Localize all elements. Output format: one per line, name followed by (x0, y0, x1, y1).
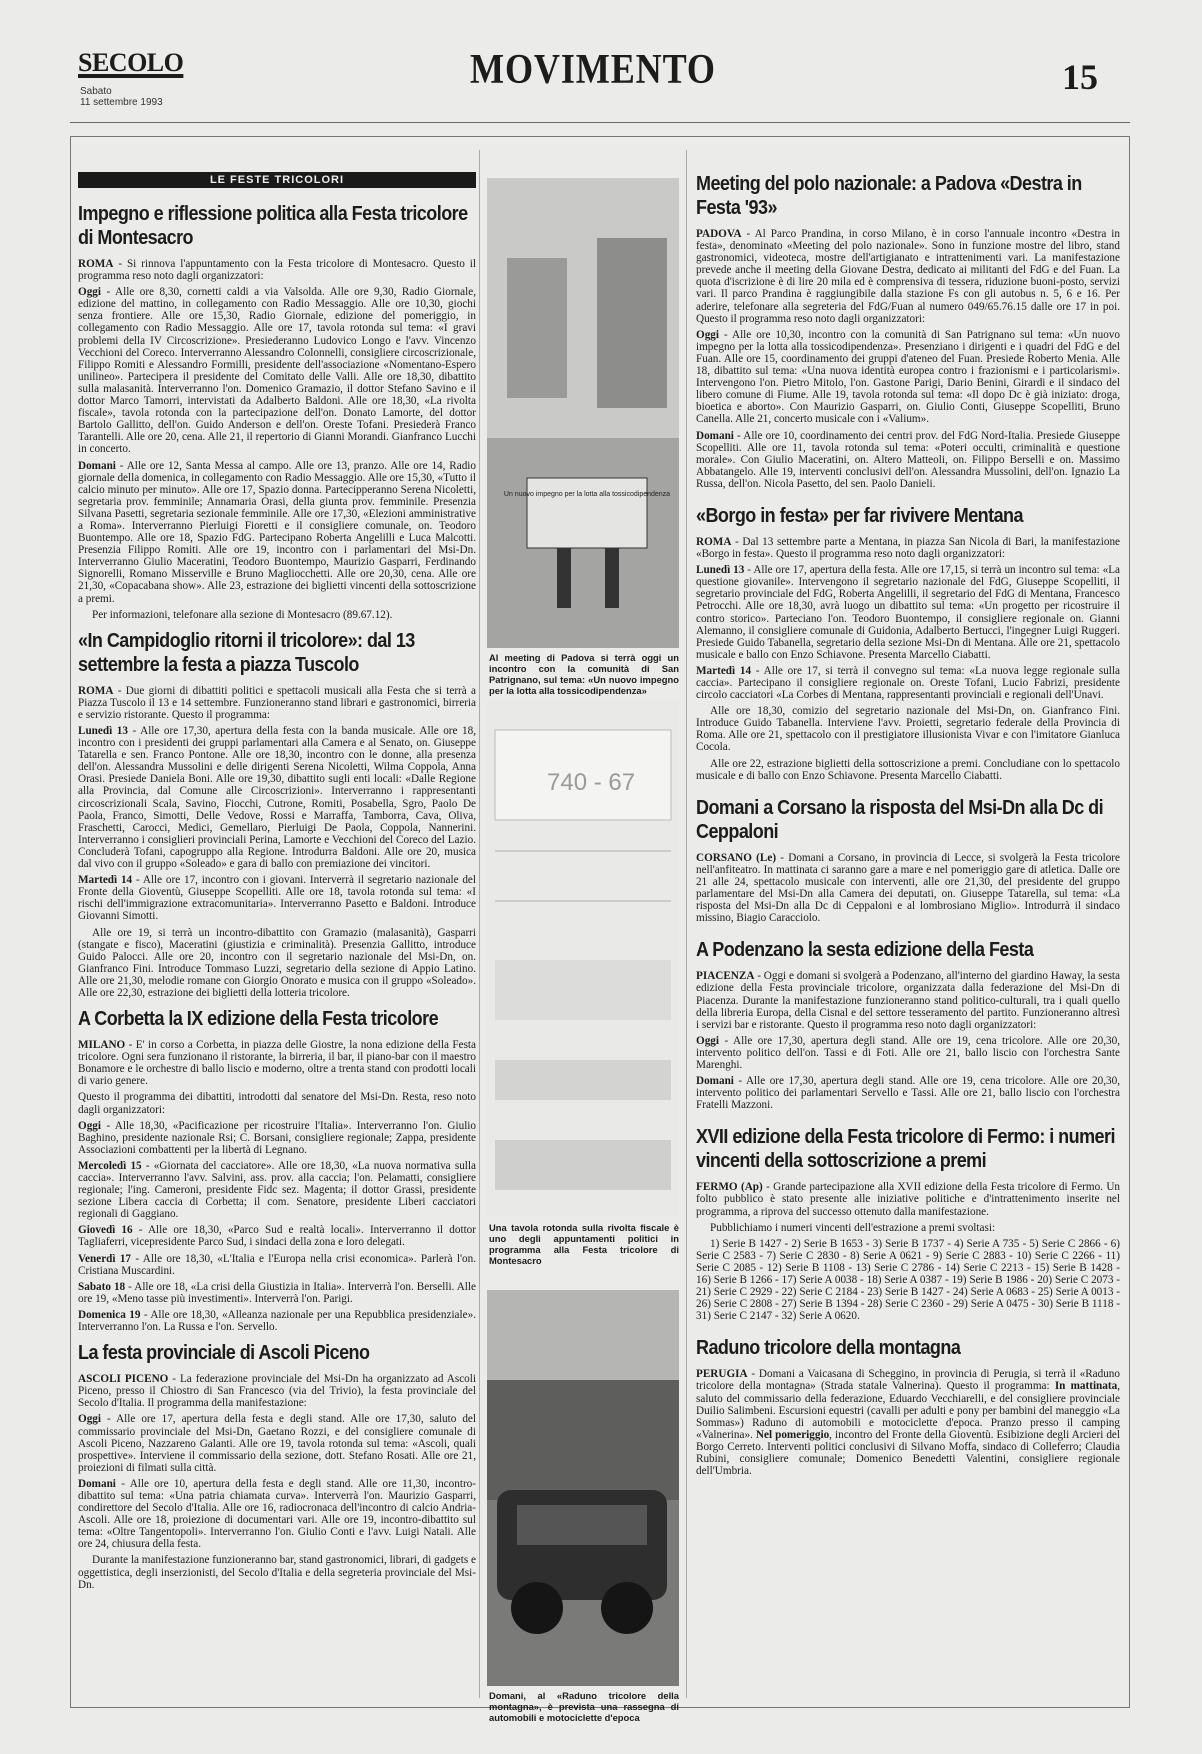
day-label: Martedì 14 (78, 874, 133, 887)
paragraph: , incontro del Fronte della Gioventù. Esibizione degli Arcieri del Borgo Cerreto. Interventi politici conclusivi di Silvano Moffa, sindaco di Colleferro; Claudia Rubini, consigliere comunale; Domenico Benedetti Valentini, consigliere regionale dell'Umbria. (696, 1428, 1121, 1478)
day-label: Mercoledì 15 (78, 1159, 142, 1172)
article-montesacro (78, 202, 476, 621)
paragraph: - Alle ore 10,30, incontro con la comunità di San Patrignano sul tema: «Un nuovo impegno per la lotta alla tossicodipendenza». Presenziano i dirigenti e i quadri del FdG e del Fuan. Alle ore 15, coordinamento dei gruppi d'ateneo del Fuan. Presiede Roberto Menia. Alle 18, dibattito sul tema: «Una nuova identità europea contro i frazionismi e i particolarismi». Intervengono l'on. Pietro Mitolo, l'on. Gastone Parigi, Dario Benini, Girardi e il sindaco del libero comune di Fiume. Alle 19, tavola rotonda sul tema: «Il dopo Dc è già iniziato: droga, bioetica e aborto». Con Maurizio Gasparri, on. Giulio Conti, Giuseppe Scopelliti, Bruno Canella. Alle 21, concerto musicale con i «Valium». (696, 328, 1120, 426)
headline: XVII edizione della Festa tricolore di Fermo: i numeri vincenti della sottoscrizione a premi (696, 1126, 1115, 1173)
paragraph: - Alle ore 10, coordinamento dei centri prov. del FdG Nord-Italia. Presiede Giuseppe Scopelliti. Alle ore 11, tavola rotonda sul tema: «Poteri occulti, criminalità e questione morale». Con Giulio Maceratini, on. Altero Matteoli, on. Filippo Berselli e on. Massimo Abbatangelo. Alle 19, interventi conclusivi dell'on. Alessandra Mussolini, dell'on. Ignazio La Russa, dell'on. Nicola Pasetto, del sen. Paolo Danieli. (696, 429, 1120, 490)
paragraph: - Alle ore 18,30, «L'Italia e l'Europa nella crisi economica». Parlerà l'on. Cristiana Muscardini. (78, 1252, 477, 1277)
article-padova (696, 172, 1120, 490)
photo-caption-padova: Al meeting di Padova si terrà oggi un incontro con la comunità di San Patrignano, sul tema: «Un nuovo impegno per la lotta alla tossicodipendenza» (489, 652, 679, 696)
day-label: Domenica 19 (78, 1308, 141, 1321)
header-rule (70, 122, 1130, 123)
article-raduno-montagna (696, 1336, 1120, 1477)
paragraph: - Dal 13 settembre parte a Mentana, in piazza San Nicola di Bari, la manifestazione «Borgo in festa». Questo il programma reso noto dagli organizzatori: (696, 535, 1120, 561)
winning-numbers: 1) Serie B 1427 - 2) Serie B 1653 - 3) Serie B 1737 - 4) Serie A 735 - 5) Serie C 2866 - 6) Serie C 2583 - 7) Serie C 2830 - 8) Serie A 0621 - 9) Serie C 2883 - 10) Serie C 2266 - 11) Serie C 2085 - 12) Serie B 1108 - 13) Serie C 2786 - 14) Serie C 2213 - 15) Serie B 1428 - 16) Serie B 1266 - 17) Serie A 0038 - 18) Serie A 0387 - 19) Serie B 1986 - 20) Serie C 2073 - 21) Serie C 2929 - 22) Serie C 2184 - 23) Serie B 1427 - 24) Serie A 0683 - 25) Serie A 0013 - 26) Serie C 2808 - 27) Serie B 1394 - 28) Serie C 2360 - 29) Serie A 0475 - 30) Serie B 1118 - 31) Serie C 2147 - 32) Serie A 0620. (696, 1237, 1120, 1323)
paragraph: - Si rinnova l'appuntamento con la Festa tricolore di Montesacro. Questo il programma reso noto dagli organizzatori: (78, 258, 476, 283)
dateline: MILANO (78, 1039, 126, 1052)
photo-cars-illustration (487, 1290, 679, 1686)
paragraph: - Alle ore 17,30, apertura degli stand. Alle ore 19, cena tricolore. Alle ore 20,30, intervento politico dell'on. Tassi e di Foti. Alle ore 21, ballo liscio con l'orchestra Sante Marenghi. (696, 1034, 1120, 1071)
paragraph: - Due giorni di dibattiti politici e spettacoli musicali alla Festa che si terrà a Piazza Tuscolo il 13 e 14 settembre. Funzioneranno stand librari e gastronomici, birreria e servizio ristorante. Questo il programma: (78, 684, 476, 721)
headline: Domani a Corsano la risposta del Msi-Dn alla Dc di Ceppaloni (696, 796, 1104, 843)
right-column (696, 172, 1120, 1481)
article-ascoli-piceno (78, 1341, 476, 1591)
issue-date (80, 86, 163, 108)
paragraph: - La federazione provinciale del Msi-Dn ha organizzato ad Ascoli Piceno, presso il Chiostro di San Francesco (via del Trivio), la festa provinciale del Secolo d'Italia. Il programma della manifestazione: (78, 1373, 476, 1410)
dateline: CORSANO (Le) (696, 851, 777, 864)
article-mentana (696, 504, 1120, 782)
article-piazza-tuscolo (78, 629, 476, 999)
paragraph: - Alle ore 18,30, «Alleanza nazionale per una Repubblica presidenziale». Interverranno l'on. La Russa e l'on. Servello. (78, 1308, 476, 1334)
paragraph: - Alle ore 17, apertura della festa e degli stand. Alle ore 17,30, saluto del commissario provinciale del Msi-Dn, Gaetano Rozzi, e del consigliere comunale di Ascoli Piceno, Nazzareno Galanti. Alle ore 19, tavola rotonda sul tema: «Ascoli, quali prospettive». Interviene il commissario della sezione, dott. Stefano Rosati. Alle ore 21, proiezioni di filmati sulla città. (78, 1413, 476, 1474)
dateline: FERMO (Ap) (696, 1181, 763, 1194)
day-label: Oggi (78, 1413, 101, 1426)
section-title: MOVIMENTO (470, 47, 716, 93)
headline: Impegno e riflessione politica alla Festa tricolore di Montesacro (78, 203, 468, 249)
paragraph: Durante la manifestazione funzioneranno bar, stand gastronomici, librari, di gadgets e oggettistica, degli inserzionisti, del Secolo d'Italia e della segreteria provinciale del Msi-Dn. (78, 1554, 476, 1591)
article-corbetta (78, 1007, 476, 1333)
dateline: ROMA (78, 684, 114, 697)
issue-day: Sabato (80, 86, 112, 97)
dateline: PADOVA (696, 228, 742, 240)
day-label: Lunedì 13 (696, 564, 745, 577)
paragraph: - Alle ore 17,30, apertura della festa con la banda musicale. Alle ore 18, incontro con i presidenti dei gruppi parlamentari alla Camera e al Senato, on. Giuseppe Tatarella e sen. Franco Pontone. Alle ore 18,30, incontro con le donne, alla presenza dell'on. Alessandra Mussolini e delle dirigenti Serena Nicoletti, Wilma Coppola, Anna Orasi. Presiede Daniela Boni. Alle ore 19,30, dibattito sugli enti locali: «Dalle Regione alla Provincia, dal Comune alle Circoscrizioni». Interverranno i rappresentanti circoscrizionali Scala, Savino, Fiocchi, Cutrone, Romiti, Posabella, Sgro, Paolo De Paola, Franco, Simotti, Delle Vedove, Rossi e Marraffa, Tamborra, Cava, Oliva, Fraschetti, Carocci, Medici, Gemellaro, Pierluigi De Paola, Coppola, Nannerini. Interverranno i consiglieri provinciali Perina, Lamorte e Vecchioni del Coreco del Lazio. Concluderà Tofani, capogruppo alla Regione. Introdurra Baldoni. Alle ore 20, musica dal vivo con il gruppo «Soleado» e gara di ballo con premiazione dei vincitori. (78, 725, 476, 871)
day-label: Oggi (78, 286, 101, 299)
day-label: Martedì 14 (696, 664, 752, 677)
issue-date-text: 11 settembre 1993 (80, 97, 163, 108)
headline: «Borgo in festa» per far rivivere Mentana (696, 504, 1023, 527)
paragraph: - Alle ore 8,30, cornetti caldi a via Valsolda. Alle ore 9,30, Radio Giornale, edizione del mattino, in collegamento con Radio Messaggio. Alle ore 10,30, giochi senza frontiere. Alle ore 15,30, Radio Giornale, edizione del pomeriggio, in collegamento con Radio Messaggio. Alle ore 17, tavola rotonda sul tema: «I gravi problemi della IV Circoscrizione». Presiederanno Ludovico Longo e l'avv. Vincenzo Vecchioni del Coreco. Interverranno Alessandro Colonnelli, consigliere circoscrizionale, Filippo Romiti e Alessandro Formilli, presidente dell'associazione «Nomentano-Espero unilineo». Partecipera il presidente del Comitato delle Valli. Alle ore 18,30, dibattito sulla malasanità. Interverranno l'on. Domenico Gramazio, il dottor Stefano Savino e il dottor Marco Tamorri, intervistati da Adalberto Baldoni. Alle ore 18,30, «La rivolta fiscale», tavola rotonda con la partecipazione dell'on. Donato Lamorte, del dottor Bartolo Gallitto, dell'on. Guido Anderson e dell'on. Oreste Tofani. Presiederà Franco Tarantelli. Alle ore 20, cena. Alle 21, il repertorio di Gianni Morandi. Gianfranco Lucchi in concerto. (78, 286, 476, 456)
day-label: Domani (78, 1477, 116, 1490)
headline: A Corbetta la IX edizione della Festa tricolore (78, 1008, 439, 1031)
headline: Meeting del polo nazionale: a Padova «Destra in Festa '93» (696, 173, 1082, 219)
paragraph: , saluto del commissario della federazione, Eduardo Vecchiarelli, e del consigliere provinciale Duilio Salimbeni. Escursioni equestri (cavalli per adulti e pony per bambini del maneggio «La Sommas») Raduno di automobili e motociclette d'epoca. Pranzo presso il camping «Valnerina». (696, 1380, 1120, 1441)
day-label: Domani (696, 429, 734, 442)
photo-padova-meeting (487, 178, 679, 648)
photo-vintage-cars (487, 1290, 679, 1686)
day-label: Giovedì 16 (78, 1224, 133, 1237)
day-label: Oggi (696, 1034, 719, 1047)
headline: A Podenzano la sesta edizione della Festa (696, 939, 1034, 962)
day-label: Domani (696, 1075, 734, 1088)
dateline: ROMA (78, 258, 114, 270)
paragraph: - Alle 18,30, «Pacificazione per ricostruire l'Italia». Interverranno l'on. Giulio Baghino, presidente nazionale Rsi; C. Borsani, consigliere regionale; Zappa, presidente Associazioni combattenti per la libertà di Legnano. (78, 1119, 476, 1156)
paragraph: - Grande partecipazione alla XVII edizione della Festa tricolore di Fermo. Un folto pubblico è stato presente alle iniziative politiche e d'intrattenimento inserite nel programma, a riprova del successo ottenuto dalla manifestazione. (696, 1181, 1120, 1218)
left-column (78, 172, 476, 1595)
time-label: In mattinata (1054, 1380, 1118, 1393)
article-podenzano (696, 938, 1120, 1111)
photo-caption-cars: Domani, al «Raduno tricolore della montagna», è prevista una rassegna di automobili e motociclette d'epoca (489, 1690, 679, 1723)
paragraph: Per informazioni, telefonare alla sezione di Montesacro (89.67.12). (92, 608, 393, 621)
paragraph: - Domani a Vaicasana di Scheggino, in provincia di Perugia, si terrà il «Raduno tricolore della montagna» (Strada statale Valnerina). Questo il programma: (696, 1368, 1120, 1393)
paragraph: - Alle ore 12, Santa Messa al campo. Alle ore 13, pranzo. Alle ore 14, Radio giornale della domenica, in collegamento con Radio Messaggio. Alle ore 15,30, «Tutto il calcio minuto per minuto». Alle ore 17, Spazio donna. Partecipperanno Serena Nicoletti, segretaria prov. femminile; Annamaria Orasi, della giunta prov. femminile. Presenzia Silvana Pasetti, segretaria sezionale femminile. Alle ore 17,30, «Elezioni amministrative a Roma». Interverranno Pierluigi Fioretti e il consigliere comunale, on. Teodoro Buontempo. Alle ore 18, Spazio FdG. Partecipano Roberta Angelilli e Luca Malcotti. Presenzia Filippo Romiti. Alle ore 19, incontro con i parlamentari del Msi-Dn. Interverranno Giulio Maceratini, Teodoro Buontempo, Maurizio Gasparri, Ferdinando Signorelli, Romano Misserville e Bruno Magliocchetti. Alle ore 20,30, cena. Alle ore 21,30, «Copacabana show». Alle 23, estrazione dei biglietti vincenti della sottoscrizione a premi. (78, 459, 476, 605)
article-fermo (696, 1125, 1120, 1322)
dateline: ROMA (696, 535, 732, 548)
headline: Raduno tricolore della montagna (696, 1337, 961, 1360)
day-label: Venerdì 17 (78, 1252, 132, 1265)
paragraph: Questo il programma dei dibattiti, introdotti dal senatore del Msi-Dn. Resta, reso noto dagli organizzatori: (78, 1091, 476, 1116)
photo-tax-revolt (487, 700, 679, 1216)
paragraph: - Alle ore 17, si terrà il convegno sul tema: «La nuova legge regionale sulla caccia». Partecipano il consigliere regionale on. Oreste Tofani, Lucio Fabrizi, presidente circolo cacciatori «La Corbes di Mentana, rappresentanti provinciali e regionali dell'Unavi. (696, 664, 1120, 702)
headline: «In Campidoglio ritorni il tricolore»: dal 13 settembre la festa a piazza Tuscolo (78, 629, 415, 676)
page-number: 15 (1062, 57, 1098, 97)
paragraph: - E' in corso a Corbetta, in piazza delle Giostre, la nona edizione della Festa tricolore. Ogni sera funzionano il ristorante, la birreria, il bar, il piano-bar con il maestro Bonamore e le orchestre di ballo liscio e moderno, oltre a trenta stand con prodotti locali di vario genere. (78, 1039, 476, 1088)
day-label: Oggi (78, 1119, 101, 1132)
paragraph: - Alle ore 17,30, apertura degli stand. Alle ore 19, cena tricolore. Alle ore 20,30, intervento politico dei parlamentari Servello e Tassi. Alle ore 21, ballo liscio con l'orchestra Fratelli Mazzoni. (696, 1075, 1120, 1112)
paragraph: - Alle ore 18,30, «Parco Sud e realtà locali». Interverranno il dottor Tagliaferri, vicepresidente Parco Sud, i sindaci della zona e loro delegati. (78, 1224, 476, 1249)
day-label: Lunedì 13 (78, 725, 128, 737)
paragraph: - Alle ore 17, apertura della festa. Alle ore 17,15, si terrà un incontro sul tema: «La questione giovanile». Intervengono il segretario nazionale del FdG, Giuseppe Scopelliti, il segretario provinciale del FdG, Roberta Angelilli, il segretario del FdG di Mentana, Francesco Petrocchi. Alle ore 18,30, avrà luogo un dibattito sul tema: «Un progetto per ricostruire il contro storico». Parteciano l'on. Teodoro Buontempo, il consigliere regionale on. Gianni Alemanno, il consigliere comunale di Guidonia, Adalberto Bertucci, l'ingegner Luigi Ruggeri. Presiede Guido Tabanella, segretario della sezione Msi-Dn di Mentana. Alle ore 21, spettacolo musicale e ballo con Enzo Schiavone. Presenta Marcello Ciabatti. (696, 564, 1120, 661)
paragraph: Alle ore 19, si terrà un incontro-dibattito con Gramazio (malasanità), Gasparri (stangate e fisco), Maceratini (giustizia e criminalità). Presenzia Gallitto, introduce Guido Palocci. Alle ore 20, incontro con il segretario nazionale del Msi-Dn, on. Gianfranco Fini. Introduce Tommaso Luzzi, segretario della sezione di Appio Latino. Alle ore 21,30, melodie romane con Giorgio Onorato e musica con il gruppo «Soleado». Alle ore 22,30, estrazione dei biglietti della lotteria tricolore. (78, 926, 476, 999)
photo-sign-text: Un nuovo impegno per la lotta alla tossicodipendenza (503, 491, 671, 498)
column-divider-right (686, 150, 687, 1698)
section-banner: LE FESTE TRICOLORI (78, 172, 476, 188)
newspaper-logo: SECOLO (78, 48, 184, 77)
day-label: Domani (78, 459, 116, 472)
paragraph: - Domani a Corsano, in provincia di Lecce, si svolgerà la Festa tricolore nell'anfiteatro. In mattinata ci saranno gare a mare e nel pomeriggio gare di atletica. Dalle ore 21 alle 24, spettacolo musicale con interventi, alle ore 21,30, del presidente del gruppo parlamentare del Msi-Dn alla Camera dei deputati, on. Giuseppe Tatarella, sul tema: «La risposta del Msi-Dn alla Dc di Ceppaloni e al lombrosiano Miglio». Introdurrà il sindaco missino, Biagio Caracciolo. (696, 851, 1120, 925)
dateline: PIACENZA (696, 970, 755, 983)
paragraph: Pubblichiamo i numeri vincenti dell'estrazione a premi svoltasi: (710, 1221, 996, 1234)
headline: La festa provinciale di Ascoli Piceno (78, 1342, 370, 1365)
paragraph: - Al Parco Prandina, in corso Milano, è in corso l'annuale incontro «Destra in festa», denominato «Meeting del polo nazionale». Sono in funzione mostre del libro, stand gastronomici, videoteca, mostre dell'artigianato e intrattenimenti vari. La manifestazione prevede anche il meeting della Giovane Destra, dedicato ai militanti del FdG e del Fuan. La quota d'iscrizione è di lire 20 mila ed è comprensiva di tessera, riduzione buoni-posto, servizi vari. Il parco Prandina è raggiungibile dalla stazione Fs con gli autobus n. 5, 6 e 16. Per aderire, telefonare alla segreteria del FdG/Fuan al numero 049/65.76.15 dalle ore 17 in poi. Questo il programma reso noto dagli organizzatori: (696, 228, 1120, 325)
time-label: Nel pomeriggio (755, 1428, 830, 1441)
column-divider-left (479, 150, 480, 1698)
paragraph: Alle ore 18,30, comizio del segretario nazionale del Msi-Dn, on. Gianfranco Fini. Introduce Guido Tabanella. Interviene l'avv. Proietti, segretario federale della Provincia di Roma. Alle ore 21, spettacolo con il prestigiatore illusionista Vivar e con l'imitatore Gianluca Cocola. (696, 705, 1120, 754)
paragraph: - Alle ore 10, apertura della festa e degli stand. Alle ore 11,30, incontro-dibattito sul tema: «Una patria chiamata curva». Interverrà l'on. Maurizio Gasparri, condirettore del Secolo d'Italia. Alle ore 16, radiocronaca dell'incontro di calcio Andria-Ascoli. Alle ore 18, proiezione di documentari vari. Alle ore 19, incontro-dibattito sul tema: «Oltre Tangentopoli». Interverranno l'on. Giulio Conti e l'avv. Luigi Natali. Alle ore 24, chiusura della festa. (78, 1477, 476, 1551)
paragraph: - Alle ore 18, «La crisi della Giustizia in Italia». Interverrà l'on. Berselli. Alle ore 19, «Meno tasse più investimenti». Interverrà l'on. Parigi. (78, 1280, 476, 1305)
dateline: PERUGIA (696, 1368, 748, 1381)
article-corsano (696, 796, 1120, 925)
photo-caption-tax: Una tavola rotonda sulla rivolta fiscale è uno degli appuntamenti politici in programma alla Festa tricolore di Montesacro (489, 1222, 679, 1266)
paragraph: - Alle ore 17, incontro con i giovani. Interverrà il segretario nazionale del Fronte della Gioventù, Giuseppe Scopelliti. Alle ore 18, tavola rotonda sul tema: «I rischi dell'immigrazione extracomunitaria». Interverranno Pasetto e Baldoni. Introduce Giovanni Simotti. (78, 874, 477, 923)
day-label: Oggi (696, 328, 719, 341)
day-label: Sabato 18 (78, 1280, 126, 1293)
photo-tax-illustration (487, 700, 679, 1216)
paragraph: - «Giornata del cacciatore». Alle ore 18,30, «La nuova normativa sulla caccia». Interverranno l'avv. Salvini, ass. prov. alla caccia; l'on. Pelamatti, consigliere regionale; l'ing. Cameroni, presidente Fidc sez. Magenta; il dottor Grassi, presidente sezione Libera caccia di Corbetta; il com. Senatore, presidente Liberi cacciatori regionali di Gaggiano. (78, 1159, 476, 1221)
dateline: ASCOLI PICENO (78, 1373, 169, 1386)
photo-form-text: 740 - 67 (547, 769, 636, 796)
photo-padova-illustration (487, 178, 679, 648)
paragraph: - Oggi e domani si svolgerà a Podenzano, all'interno del giardino Haway, la sesta edizione della Festa provinciale tricolore, organizzata dalla federazione del Msi-Dn di Piacenza. Durante la manifestazione funzioneranno stand politico-culturali, tra i quali quello della libreria Europa, della Cisnal e del settore tesseramento del partito. Funzioneranno altresì i servizi bar e ristorante. Questo il programma reso noto dagli organizzatori: (696, 970, 1120, 1031)
paragraph: Alle ore 22, estrazione biglietti della sottoscrizione a premi. Concludiane con lo spettacolo musicale e di ballo con Enzo Schiavone. Presenta Marcello Ciabatti. (696, 757, 1120, 782)
